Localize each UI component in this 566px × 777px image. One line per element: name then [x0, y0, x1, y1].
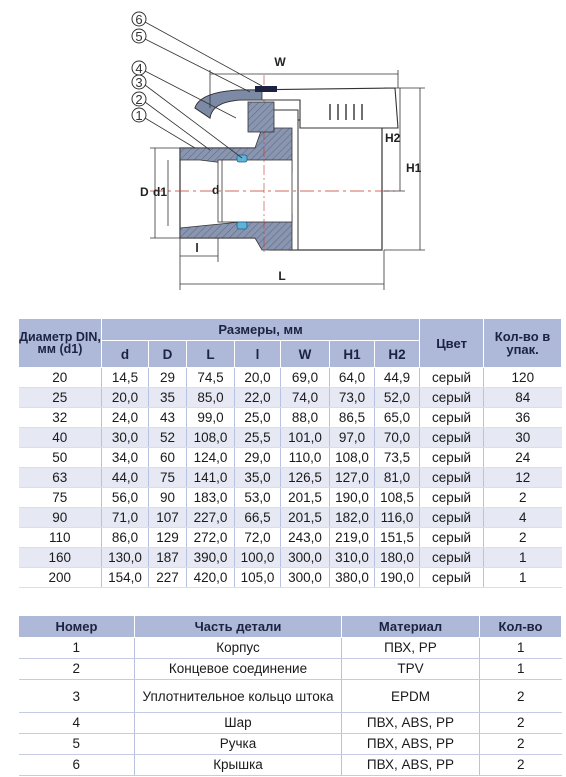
table-cell: 151,5 [375, 528, 420, 548]
svg-text:H1: H1 [406, 161, 422, 175]
table-cell: 74,5 [187, 368, 235, 388]
header-part: Часть детали [135, 616, 342, 638]
header-quantity: Кол-во [480, 616, 562, 638]
table-cell: серый [420, 488, 484, 508]
table-cell: 183,0 [187, 488, 235, 508]
header-H1: H1 [330, 341, 375, 368]
table-cell: 52,0 [375, 388, 420, 408]
header-d: d [102, 341, 149, 368]
table-cell: серый [420, 548, 484, 568]
table-cell: 29,0 [235, 448, 281, 468]
table-row [19, 368, 562, 388]
table-row [19, 713, 562, 734]
svg-text:5: 5 [135, 29, 143, 44]
table-row [19, 428, 562, 448]
table-cell: 35,0 [235, 468, 281, 488]
table-cell: 60 [149, 448, 187, 468]
table-cell: ПВХ, ABS, PP [342, 755, 480, 776]
table-cell: 160 [19, 548, 102, 568]
table-cell: 30,0 [102, 428, 149, 448]
table-cell: 56,0 [102, 488, 149, 508]
table-cell: 108,5 [375, 488, 420, 508]
table-cell: 227 [149, 568, 187, 588]
table-cell: серый [420, 448, 484, 468]
callout-4 [132, 61, 236, 118]
table-row [19, 680, 562, 713]
callout-3 [132, 75, 242, 158]
table-row [19, 734, 562, 755]
table-cell: 420,0 [187, 568, 235, 588]
table-cell: 43 [149, 408, 187, 428]
table-cell: 126,5 [281, 468, 330, 488]
table-cell: 227,0 [187, 508, 235, 528]
table-cell: 1 [480, 659, 562, 680]
table-cell: серый [420, 388, 484, 408]
table-cell: 108,0 [330, 448, 375, 468]
table-cell: 52 [149, 428, 187, 448]
table-cell: ПВХ, PP [342, 638, 480, 659]
callout-2 [132, 92, 210, 150]
table-cell: 86,5 [330, 408, 375, 428]
svg-text:l: l [195, 241, 199, 255]
table-cell: серый [420, 368, 484, 388]
callout-5 [132, 29, 250, 92]
table-cell: 32 [19, 408, 102, 428]
table-cell: 219,0 [330, 528, 375, 548]
table-cell: 20,0 [235, 368, 281, 388]
table-cell: 120 [484, 368, 562, 388]
table-row [19, 448, 562, 468]
svg-text:L: L [278, 269, 286, 283]
table-cell: 200 [19, 568, 102, 588]
table-row [19, 755, 562, 776]
svg-text:6: 6 [135, 12, 143, 27]
table-row [19, 388, 562, 408]
table-cell: 75 [19, 488, 102, 508]
table-cell: 127,0 [330, 468, 375, 488]
svg-text:1: 1 [135, 108, 143, 123]
table-row [19, 528, 562, 548]
svg-text:3: 3 [135, 75, 143, 90]
table-cell: 129 [149, 528, 187, 548]
table-cell: 86,0 [102, 528, 149, 548]
table-cell: 97,0 [330, 428, 375, 448]
table-cell: 2 [480, 734, 562, 755]
header-sizes: Размеры, мм [102, 319, 420, 341]
table-cell: 141,0 [187, 468, 235, 488]
table-cell: 24 [484, 448, 562, 468]
table-cell: 182,0 [330, 508, 375, 528]
table-cell: Концевое соединение [135, 659, 342, 680]
table-cell: 190,0 [330, 488, 375, 508]
header-W: W [281, 341, 330, 368]
table-cell: 2 [484, 488, 562, 508]
table-cell: 243,0 [281, 528, 330, 548]
svg-text:4: 4 [135, 61, 143, 76]
header-L: L [187, 341, 235, 368]
table-cell: 272,0 [187, 528, 235, 548]
table-cell: 105,0 [235, 568, 281, 588]
table-row [19, 548, 562, 568]
table-cell: 74,0 [281, 388, 330, 408]
table-cell: 4 [19, 713, 135, 734]
header-color: Цвет [420, 319, 484, 368]
table-cell: 380,0 [330, 568, 375, 588]
table-cell: 24,0 [102, 408, 149, 428]
table-cell: 1 [480, 638, 562, 659]
table-row [19, 659, 562, 680]
table-cell: 180,0 [375, 548, 420, 568]
svg-text:d: d [212, 183, 220, 197]
table-cell: 64,0 [330, 368, 375, 388]
table-cell: 90 [149, 488, 187, 508]
table-cell: Уплотнительное кольцо штока [135, 680, 342, 713]
svg-text:2: 2 [135, 92, 143, 107]
dimensions-table [18, 318, 562, 588]
table-cell: 300,0 [281, 548, 330, 568]
table-cell: 4 [484, 508, 562, 528]
table-cell: серый [420, 408, 484, 428]
table-cell: серый [420, 468, 484, 488]
table-cell: 124,0 [187, 448, 235, 468]
table-cell: 110,0 [281, 448, 330, 468]
svg-text:D: D [140, 185, 149, 199]
table-cell: 20 [19, 368, 102, 388]
table-cell: 30 [484, 428, 562, 448]
table-cell: 20,0 [102, 388, 149, 408]
table-cell: 5 [19, 734, 135, 755]
header-number: Номер [19, 616, 135, 638]
table-cell: 2 [19, 659, 135, 680]
header-H2: H2 [375, 341, 420, 368]
table-cell: 3 [19, 680, 135, 713]
table-row [19, 408, 562, 428]
table-cell: 201,5 [281, 508, 330, 528]
table-cell: 50 [19, 448, 102, 468]
table-cell: 40 [19, 428, 102, 448]
table-cell: 66,5 [235, 508, 281, 528]
table-cell: 108,0 [187, 428, 235, 448]
table-cell: 12 [484, 468, 562, 488]
table-row [19, 488, 562, 508]
table-cell: Шар [135, 713, 342, 734]
table-cell: 90 [19, 508, 102, 528]
table-cell: 44,0 [102, 468, 149, 488]
header-qty: Кол-во в упак. [484, 319, 562, 368]
table-cell: 100,0 [235, 548, 281, 568]
table-cell: 130,0 [102, 548, 149, 568]
valve-body [150, 75, 398, 255]
parts-table [18, 615, 562, 776]
table-cell: EPDM [342, 680, 480, 713]
table-cell: серый [420, 508, 484, 528]
table-cell: 390,0 [187, 548, 235, 568]
table-cell: Ручка [135, 734, 342, 755]
callouts [132, 12, 262, 158]
table-cell: Корпус [135, 638, 342, 659]
table-row [19, 568, 562, 588]
table-cell: 84 [484, 388, 562, 408]
table-cell: серый [420, 528, 484, 548]
svg-text:W: W [274, 55, 286, 69]
table-cell: 71,0 [102, 508, 149, 528]
table-cell: 75 [149, 468, 187, 488]
table-row [19, 508, 562, 528]
table-cell: 2 [484, 528, 562, 548]
table-cell: ПВХ, ABS, PP [342, 734, 480, 755]
table-cell: 85,0 [187, 388, 235, 408]
callout-6 [132, 12, 262, 86]
table-cell: 201,5 [281, 488, 330, 508]
callout-1 [132, 108, 195, 148]
table-cell: 72,0 [235, 528, 281, 548]
header-diameter: Диаметр DIN, мм (d1) [19, 319, 102, 368]
header-material: Материал [342, 616, 480, 638]
table-cell: 22,0 [235, 388, 281, 408]
table-cell: 2 [480, 713, 562, 734]
table-row [19, 638, 562, 659]
table-cell: 70,0 [375, 428, 420, 448]
table-cell: 110 [19, 528, 102, 548]
table-cell: TPV [342, 659, 480, 680]
table-cell: 101,0 [281, 428, 330, 448]
table-cell: 25 [19, 388, 102, 408]
table-cell: 35 [149, 388, 187, 408]
table-cell: 107 [149, 508, 187, 528]
table-cell: 1 [484, 568, 562, 588]
table-cell: 1 [19, 638, 135, 659]
table-cell: 2 [480, 755, 562, 776]
table-cell: 25,0 [235, 408, 281, 428]
table-cell: 25,5 [235, 428, 281, 448]
table-cell: 53,0 [235, 488, 281, 508]
table-cell: 154,0 [102, 568, 149, 588]
table-cell: 29 [149, 368, 187, 388]
table-cell: 187 [149, 548, 187, 568]
table-cell: 73,0 [330, 388, 375, 408]
table-cell: ПВХ, ABS, PP [342, 713, 480, 734]
table-cell: Крышка [135, 755, 342, 776]
table-cell: 6 [19, 755, 135, 776]
table-cell: 2 [480, 680, 562, 713]
table-cell: 63 [19, 468, 102, 488]
table-cell: 65,0 [375, 408, 420, 428]
table-cell: 116,0 [375, 508, 420, 528]
table-cell: 36 [484, 408, 562, 428]
table-cell: 300,0 [281, 568, 330, 588]
table-cell: 1 [484, 548, 562, 568]
table-cell: 88,0 [281, 408, 330, 428]
header-D: D [149, 341, 187, 368]
table-cell: серый [420, 428, 484, 448]
valve-drawing [0, 0, 566, 310]
table-cell: 99,0 [187, 408, 235, 428]
header-l: l [235, 341, 281, 368]
table-cell: серый [420, 568, 484, 588]
table-cell: 14,5 [102, 368, 149, 388]
table-cell: 190,0 [375, 568, 420, 588]
table-cell: 69,0 [281, 368, 330, 388]
table-cell: 310,0 [330, 548, 375, 568]
svg-text:d1: d1 [153, 185, 168, 199]
svg-text:H2: H2 [385, 131, 401, 145]
table-cell: 44,9 [375, 368, 420, 388]
table-cell: 81,0 [375, 468, 420, 488]
table-cell: 34,0 [102, 448, 149, 468]
table-cell: 73,5 [375, 448, 420, 468]
table-row [19, 468, 562, 488]
